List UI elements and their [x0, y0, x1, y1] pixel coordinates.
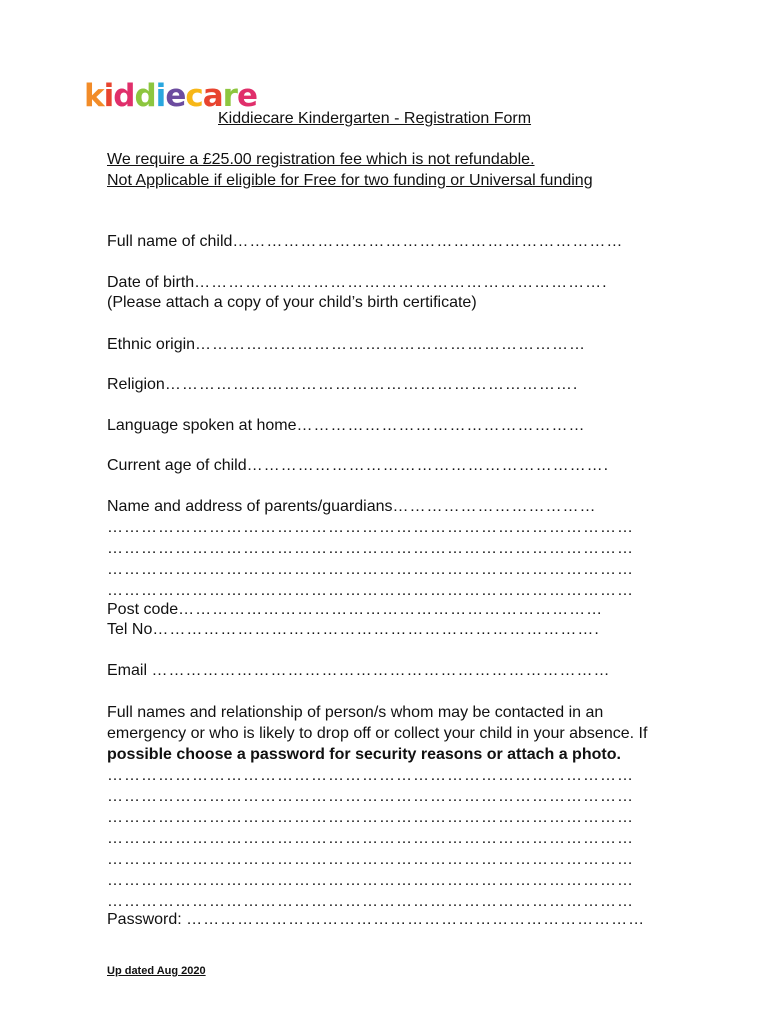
- language-input-line[interactable]: ……………………………………………: [296, 417, 586, 434]
- religion-field[interactable]: [107, 375, 578, 395]
- email-label: Email: [107, 662, 148, 679]
- contacts-instructions-1: Full names and relationship of person/s whom may be contacted in an: [107, 704, 604, 721]
- child-name-input-line[interactable]: ……………………………………………………………: [232, 233, 624, 250]
- password-label: Password:: [107, 911, 182, 928]
- logo-letter: a: [202, 78, 223, 114]
- contact-line[interactable]: …………………………………………………………………………………: [107, 893, 634, 910]
- funding-notice: Not Applicable if eligible for Free for two funding or Universal funding: [107, 172, 593, 189]
- logo-letter: i: [103, 78, 114, 114]
- form-title: Kiddiecare Kindergarten - Registration Form: [218, 110, 532, 127]
- contact-line[interactable]: …………………………………………………………………………………: [107, 851, 634, 868]
- logo-letter: e: [236, 78, 257, 114]
- ethnic-origin-field[interactable]: [107, 335, 586, 355]
- contact-line[interactable]: …………………………………………………………………………………: [107, 872, 634, 889]
- logo-letter: e: [165, 78, 186, 114]
- child-name-field[interactable]: [107, 232, 623, 252]
- age-field[interactable]: [107, 456, 609, 476]
- logo-letter: d: [113, 78, 135, 114]
- updated-date: Up dated Aug 2020: [107, 965, 206, 977]
- dob-label: Date of birth: [107, 274, 195, 291]
- contact-line[interactable]: …………………………………………………………………………………: [107, 830, 634, 847]
- logo-letter: d: [134, 78, 156, 114]
- email-field[interactable]: [107, 661, 610, 681]
- parents-field[interactable]: [107, 497, 597, 517]
- religion-label: Religion: [107, 376, 165, 393]
- fee-notice: We require a £25.00 registration fee which is not refundable.: [107, 151, 535, 168]
- address-line[interactable]: …………………………………………………………………………………: [107, 519, 634, 536]
- postcode-field[interactable]: [107, 600, 603, 620]
- address-line[interactable]: …………………………………………………………………………………: [107, 582, 634, 599]
- logo-letter: c: [185, 78, 203, 114]
- age-label: Current age of child: [107, 457, 247, 474]
- tel-field[interactable]: [107, 620, 600, 640]
- postcode-label: Post code: [107, 601, 179, 618]
- tel-input-line[interactable]: …………………………………………………………………….: [152, 621, 600, 638]
- address-line[interactable]: …………………………………………………………………………………: [107, 561, 634, 578]
- child-name-label: Full name of child: [107, 233, 233, 250]
- contact-line[interactable]: …………………………………………………………………………………: [107, 767, 634, 784]
- language-label: Language spoken at home: [107, 417, 297, 434]
- contacts-instructions-3: possible choose a password for security reasons or attach a photo.: [107, 746, 621, 763]
- ethnic-origin-input-line[interactable]: ……………………………………………………………: [195, 336, 587, 353]
- contacts-instructions-2: emergency or who is likely to drop off or collect your child in your absence. If: [107, 725, 648, 742]
- religion-input-line[interactable]: ……………………………………………………………….: [164, 376, 579, 393]
- language-field[interactable]: [107, 416, 585, 436]
- logo-letter: i: [155, 78, 166, 114]
- ethnic-origin-label: Ethnic origin: [107, 336, 196, 353]
- contact-line[interactable]: …………………………………………………………………………………: [107, 809, 634, 826]
- logo-letter: k: [84, 78, 104, 114]
- address-line[interactable]: …………………………………………………………………………………: [107, 540, 634, 557]
- parents-label: Name and address of parents/guardians: [107, 498, 393, 515]
- email-input-line[interactable]: ………………………………………………………………………: [151, 662, 611, 679]
- logo-letter: r: [222, 78, 237, 114]
- parents-input-line[interactable]: ………………………………: [392, 498, 597, 515]
- dob-input-line[interactable]: ……………………………………………………………….: [194, 274, 608, 291]
- password-field[interactable]: [107, 910, 645, 930]
- dob-field[interactable]: [107, 273, 608, 293]
- password-input-line[interactable]: ………………………………………………………………………: [186, 911, 646, 928]
- dob-note: (Please attach a copy of your child’s birth certificate): [107, 294, 477, 311]
- tel-label: Tel No: [107, 621, 153, 638]
- postcode-input-line[interactable]: …………………………………………………………………: [178, 601, 604, 618]
- age-input-line[interactable]: ……………………………………………………….: [246, 457, 610, 474]
- contact-line[interactable]: …………………………………………………………………………………: [107, 788, 634, 805]
